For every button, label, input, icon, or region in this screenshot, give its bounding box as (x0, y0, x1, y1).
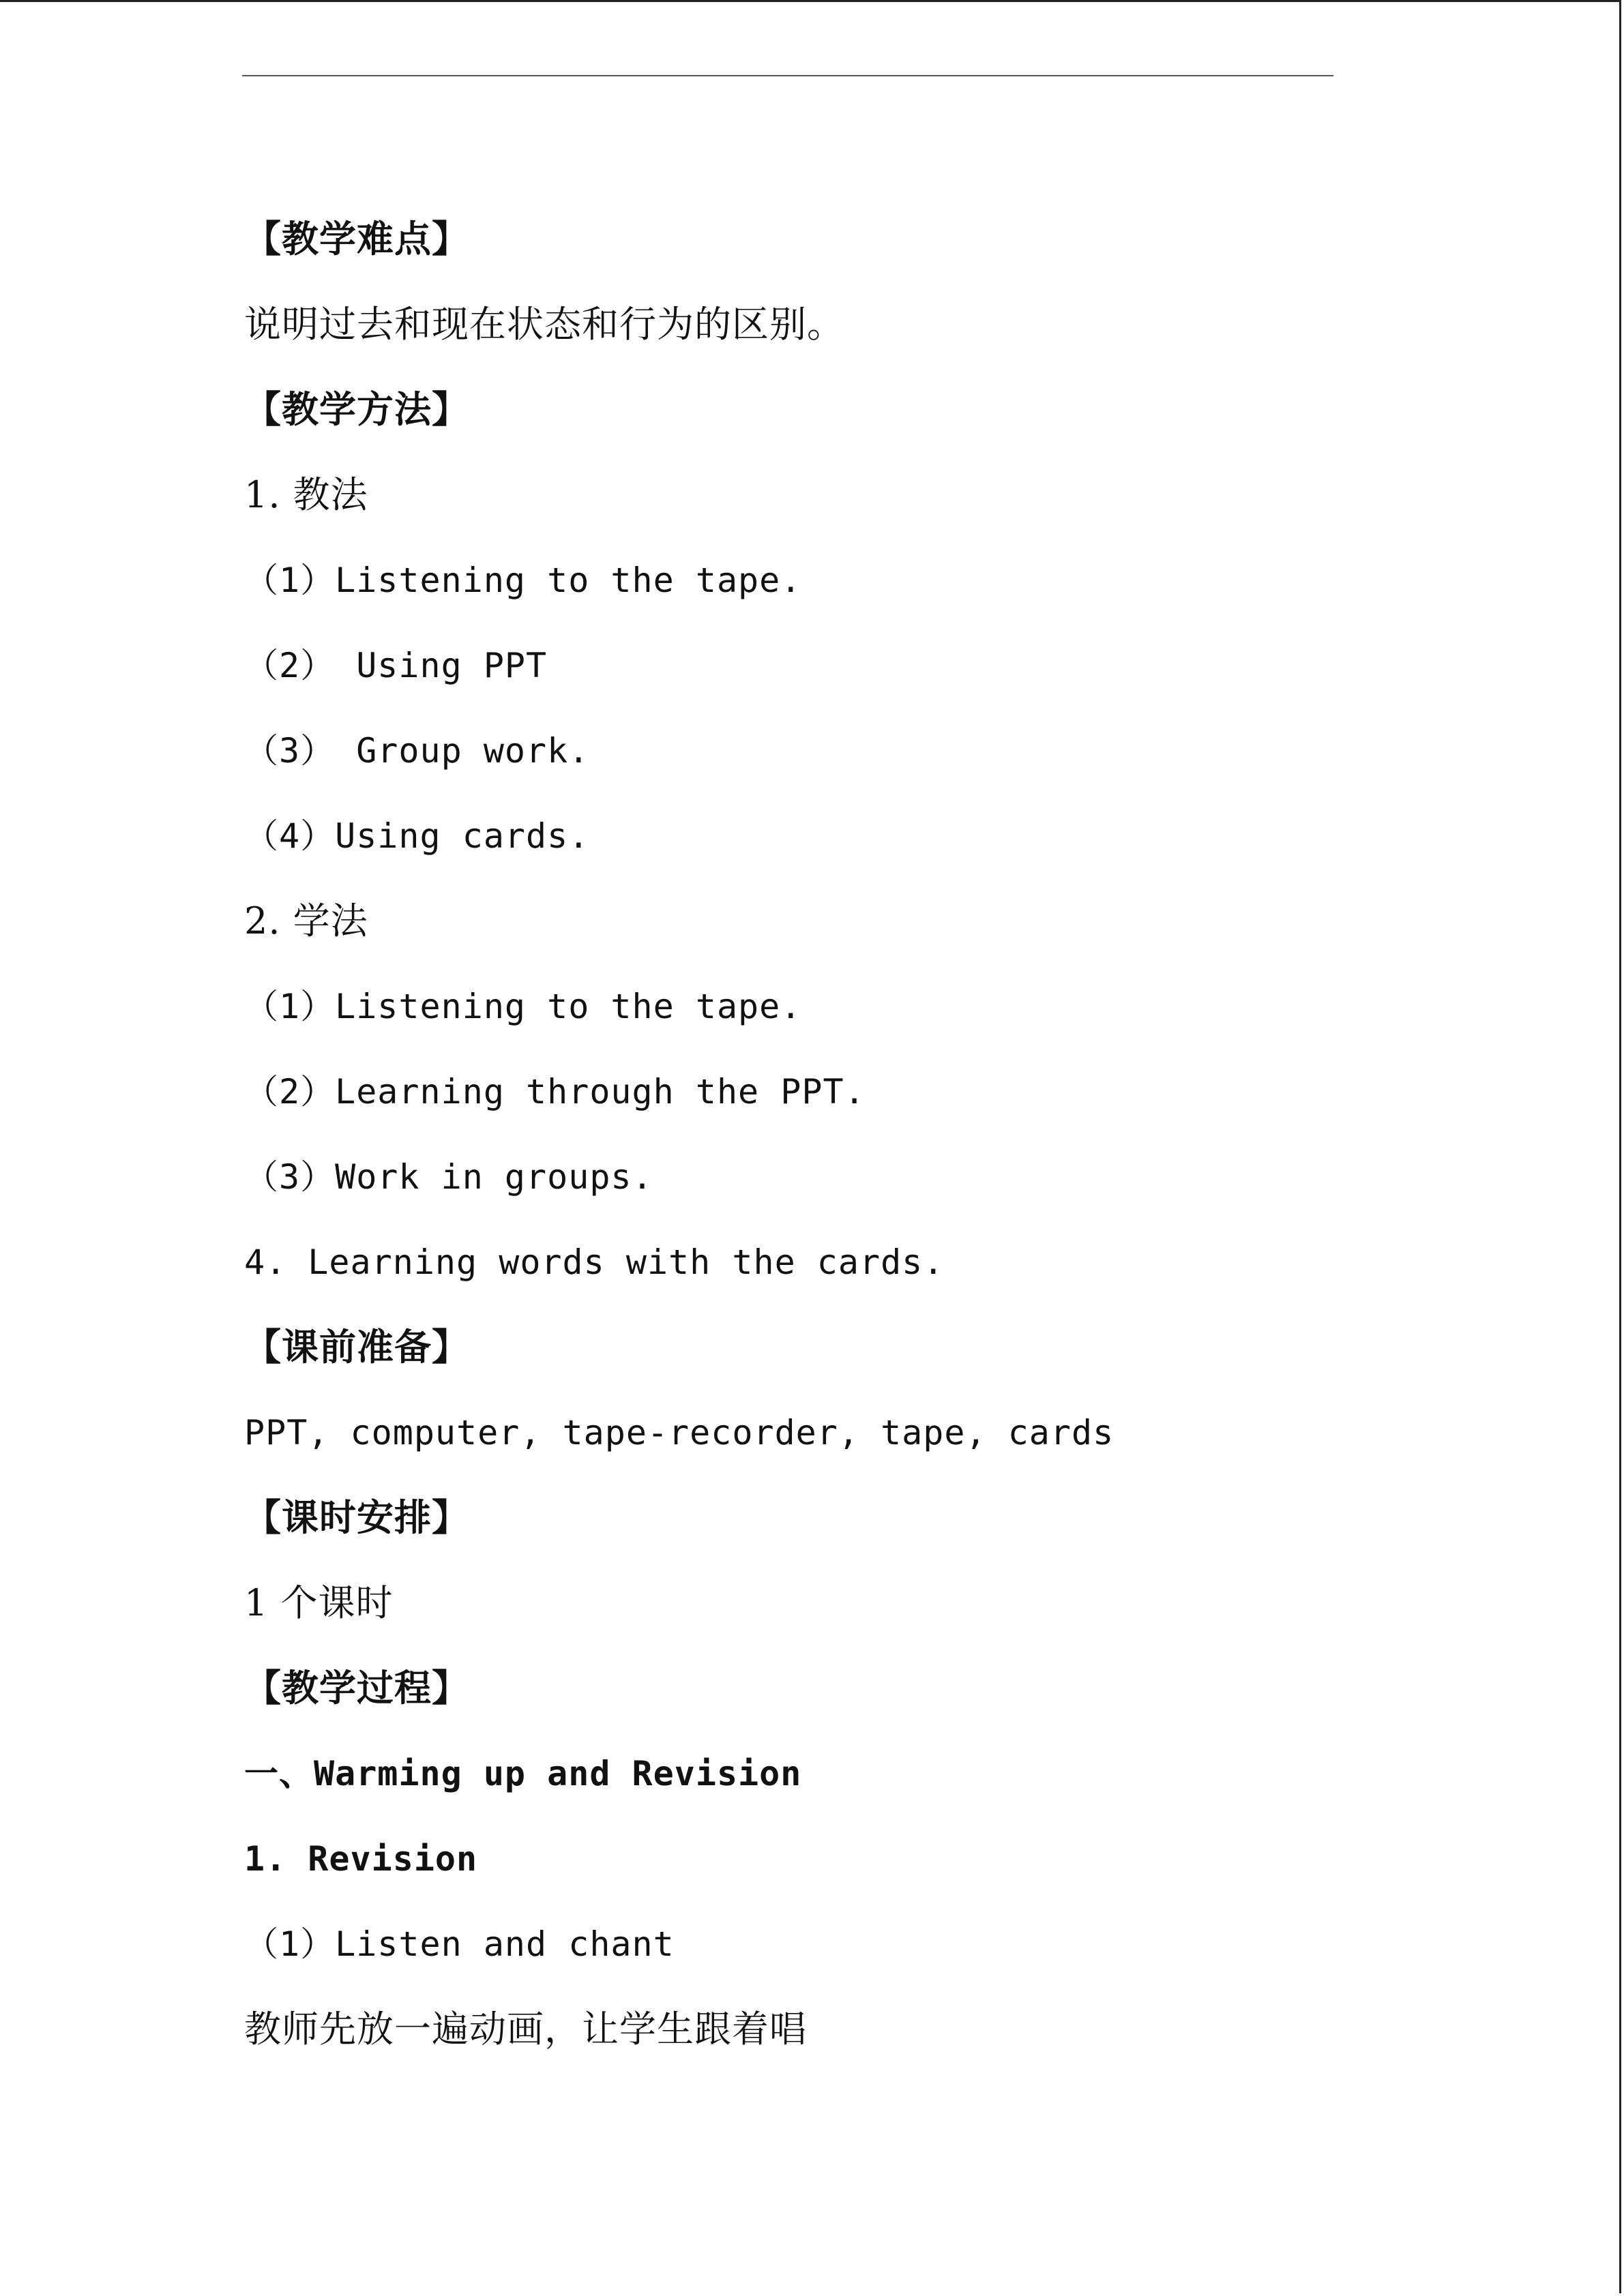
list-item: （2） Using PPT (244, 646, 548, 685)
header-divider (242, 75, 1333, 76)
section-heading-teaching-difficulties: 【教学难点】 (244, 218, 469, 260)
section-heading-preparation: 【课前准备】 (244, 1326, 469, 1369)
paragraph: PPT, computer, tape-recorder, tape, cards (244, 1413, 1114, 1452)
list-item: （3）Work in groups. (244, 1157, 653, 1197)
list-item: 4. Learning words with the cards. (244, 1242, 945, 1282)
section-heading-schedule: 【课时安排】 (244, 1496, 469, 1539)
section-heading-teaching-methods: 【教学方法】 (244, 388, 469, 431)
list-item: 1. 教法 (244, 473, 368, 516)
subsection-heading: 一、Warming up and Revision (244, 1754, 802, 1793)
list-item: （4）Using cards. (244, 816, 590, 856)
list-item: （1）Listening to the tape. (244, 561, 802, 600)
paragraph: 说明过去和现在状态和行为的区别。 (244, 303, 844, 346)
list-item: （3） Group work. (244, 731, 590, 771)
list-item: 2. 学法 (244, 899, 368, 942)
list-item: （1）Listen and chant (244, 1924, 675, 1964)
paragraph: 教师先放一遍动画，让学生跟着唱 (244, 2008, 807, 2051)
list-item: （1）Listening to the tape. (244, 987, 802, 1026)
paragraph: 1 个课时 (244, 1581, 394, 1624)
document-body (244, 213, 1349, 2088)
section-heading-teaching-process: 【教学过程】 (244, 1667, 469, 1710)
subsection-heading: 1. Revision (244, 1839, 478, 1879)
list-item: （2）Learning through the PPT. (244, 1072, 866, 1112)
